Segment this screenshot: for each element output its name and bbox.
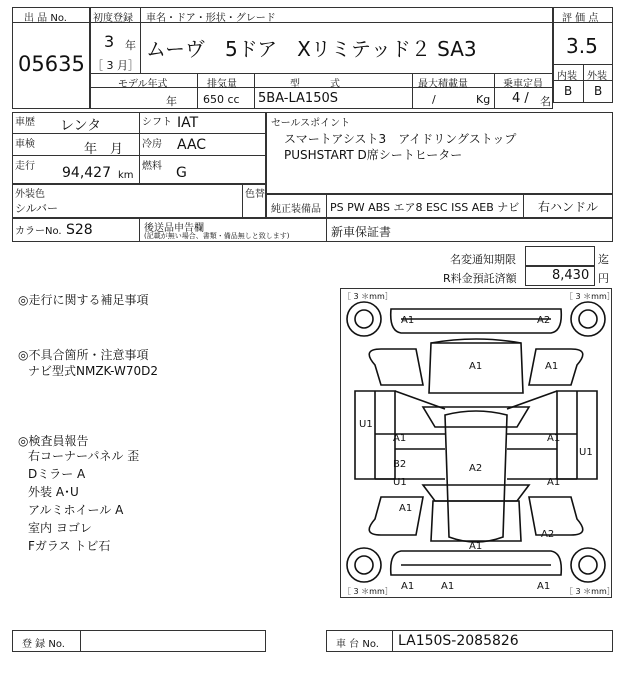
report-line: Dミラー A xyxy=(28,467,86,481)
report-line: 右コーナーパネル 歪 xyxy=(28,449,140,463)
chassis-value: LA150S-2085826 xyxy=(398,633,519,649)
report-line: 室内 ヨゴレ xyxy=(28,521,92,535)
ext-color-value: シルバー xyxy=(15,202,58,215)
color-no-box xyxy=(12,218,613,242)
damage-mark: A2 xyxy=(541,529,555,540)
fuel-label: 燃料 xyxy=(142,161,162,172)
damage-mark: A1 xyxy=(469,541,483,552)
capacity-label: 乗車定員 xyxy=(503,79,543,90)
equip-value: PS PW ABS エア8 ESC ISS AEB ナビ xyxy=(330,201,520,214)
type-label: 型 式 xyxy=(290,79,340,90)
divider xyxy=(242,184,243,218)
divider xyxy=(12,133,266,134)
damage-mark: A1 xyxy=(441,581,455,592)
divider xyxy=(326,194,327,218)
mileage-label: 走行 xyxy=(15,161,35,172)
color-no-label: カラーNo. xyxy=(15,226,62,237)
divider xyxy=(254,73,255,109)
shift-value: IAT xyxy=(177,115,199,131)
mileage-unit: km xyxy=(118,170,134,181)
post-report-label: 後送品申告欄 xyxy=(144,223,204,234)
damage-mark: A2 xyxy=(469,463,483,474)
defect-note-1: ナビ型式NMZK-W70D2 xyxy=(28,364,159,378)
divider xyxy=(197,73,198,109)
max-load-label: 最大積載量 xyxy=(418,79,468,90)
model-year-label: モデル年式 xyxy=(118,79,168,90)
displacement-value: 650 cc xyxy=(203,93,240,106)
grade-label: 評 価 点 xyxy=(562,13,599,24)
report-line: Fガラス トビ石 xyxy=(28,539,111,553)
divider xyxy=(494,73,495,109)
damage-mark: B2 xyxy=(393,459,407,470)
displacement-label: 排気量 xyxy=(207,79,237,90)
tire-tread-top-right: ［ 3 ＊mm］ xyxy=(565,292,615,301)
tire-tread-bottom-left: ［ 3 ＊mm］ xyxy=(343,587,393,596)
damage-mark: A1 xyxy=(547,477,561,488)
ac-label: 冷房 xyxy=(142,139,162,150)
divider xyxy=(140,7,141,73)
damage-mark: A1 xyxy=(399,503,413,514)
exterior-grade: B xyxy=(594,84,603,98)
max-load-unit: Kg xyxy=(476,93,491,106)
color-no-value: S28 xyxy=(66,222,93,238)
report-line: アルミホイール A xyxy=(28,503,124,517)
reg-year-unit: 年 xyxy=(125,39,136,52)
type-value: 5BA-LA150S xyxy=(258,91,338,106)
reg-no-label: 登 録 No. xyxy=(22,639,65,650)
damage-mark: A1 xyxy=(401,315,415,326)
driving-notes-title: ◎走行に関する補足事項 xyxy=(18,293,149,307)
recycle-unit: 円 xyxy=(598,272,609,285)
name-header-label: 車名・ドア・形状・グレード xyxy=(146,13,276,24)
divider xyxy=(392,630,393,652)
damage-mark: A1 xyxy=(545,361,559,372)
capacity-value: 4 / xyxy=(512,91,529,106)
damage-mark: U1 xyxy=(359,419,373,430)
report-line: 外装 A･U xyxy=(28,485,79,499)
transfer-unit: 迄 xyxy=(598,253,609,266)
max-load-slash: / xyxy=(432,93,436,106)
inspection-value: 年 月 xyxy=(84,142,124,157)
divider xyxy=(326,218,327,242)
damage-mark: U1 xyxy=(579,447,593,458)
damage-mark: A1 xyxy=(401,581,415,592)
shift-label: シフト xyxy=(142,117,172,128)
capacity-unit: 名 xyxy=(540,95,551,108)
handle-value: 右ハンドル xyxy=(538,200,599,214)
sales-point-line-2: PUSHSTART D席シートヒーター xyxy=(284,148,463,162)
interior-grade: B xyxy=(564,84,573,98)
inspector-report-title: ◎検査員報告 xyxy=(18,434,89,448)
color-change-label: 色替 xyxy=(245,189,265,200)
damage-mark: A1 xyxy=(469,361,483,372)
warranty-value: 新車保証書 xyxy=(331,225,392,239)
interior-label: 内装 xyxy=(557,71,577,82)
damage-mark: A2 xyxy=(537,315,551,326)
divider xyxy=(90,73,553,74)
divider xyxy=(80,630,81,652)
transfer-value-box xyxy=(525,246,595,266)
car-diagram xyxy=(340,288,615,598)
sales-point-label: セールスポイント xyxy=(271,118,351,129)
damage-mark: A1 xyxy=(393,433,407,444)
chassis-label: 車 台 No. xyxy=(336,639,379,650)
lot-label: 出 品 No. xyxy=(24,13,67,24)
damage-mark: A1 xyxy=(537,581,551,592)
post-report-note: (記載が無い場合、書類・備品無しと致します) xyxy=(144,232,290,240)
tire-tread-top-left: ［ 3 ＊mm］ xyxy=(343,292,393,301)
reg-month: ［ 3 月］ xyxy=(92,59,139,72)
divider xyxy=(12,155,266,156)
inspection-label: 車検 xyxy=(15,139,35,150)
damage-mark: U1 xyxy=(393,477,407,488)
car-name: ムーヴ 5ドア Xリミテッド２ SA3 xyxy=(146,37,477,61)
tire-tread-bottom-right: ［ 3 ＊mm］ xyxy=(565,587,615,596)
divider xyxy=(412,73,413,109)
divider xyxy=(523,194,524,218)
history-label: 車歴 xyxy=(15,117,35,128)
mileage-value: 94,427 xyxy=(62,165,111,181)
defect-notes-title: ◎不具合箇所・注意事項 xyxy=(18,348,149,362)
history-value: レンタ xyxy=(60,118,102,134)
reg-year: 3 xyxy=(104,32,115,51)
divider xyxy=(139,218,140,242)
ac-value: AAC xyxy=(177,137,207,153)
divider xyxy=(583,64,584,103)
equip-label: 純正装備品 xyxy=(271,204,321,215)
damage-mark: A1 xyxy=(547,433,561,444)
recycle-label: R料金預託済額 xyxy=(443,272,517,285)
recycle-value: 8,430 xyxy=(552,268,590,283)
ext-color-label: 外装色 xyxy=(15,189,45,200)
transfer-label: 名変通知期限 xyxy=(450,253,516,266)
lot-number: 05635 xyxy=(18,52,85,76)
sales-point-line-1: スマートアシスト3 アイドリングストップ xyxy=(284,132,517,146)
fuel-value: G xyxy=(176,165,187,181)
divider xyxy=(139,112,140,184)
first-reg-label: 初度登録 xyxy=(93,13,133,24)
grade-value: 3.5 xyxy=(566,34,598,58)
model-year-unit: 年 xyxy=(166,95,177,108)
exterior-label: 外装 xyxy=(587,71,607,82)
